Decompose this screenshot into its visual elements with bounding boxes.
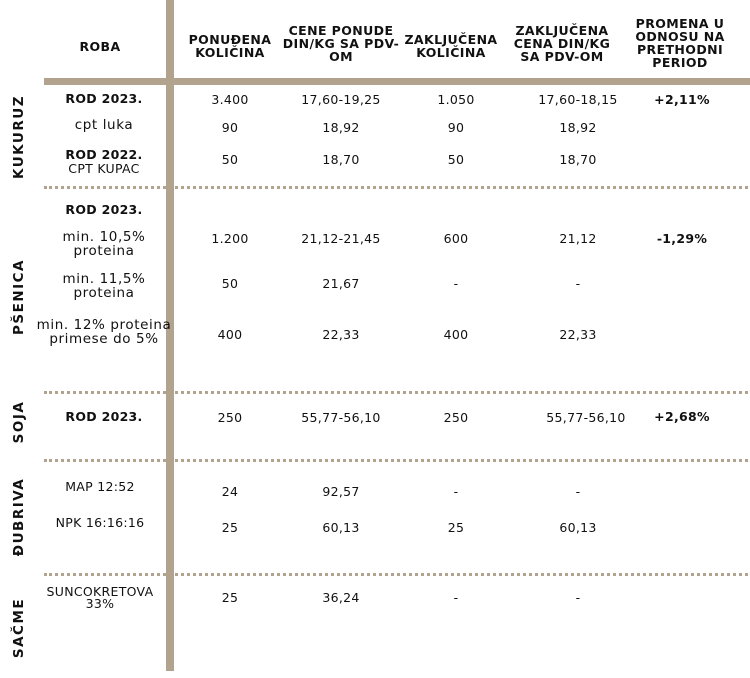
cell-zakljucena-cena: 21,12 — [559, 231, 597, 246]
dotted-separator — [44, 186, 748, 189]
cell-zakljucena-cena: - — [575, 590, 581, 605]
dotted-separator — [44, 573, 748, 576]
cell-zakljucena-kolicina: 250 — [443, 410, 469, 425]
cell-cene: 92,57 — [322, 484, 360, 499]
header-cene-ponude: CENE PONUDE DIN/KG SA PDV-OM — [282, 23, 400, 64]
row-label: SUNCOKRETOVA 33% — [46, 584, 154, 611]
cell-ponudjena: 90 — [221, 120, 239, 135]
row-label: ROD 2023. — [65, 409, 143, 424]
cell-zakljucena-cena: 60,13 — [559, 520, 597, 535]
row-label: min. 12% proteina primese do 5% — [36, 317, 172, 347]
cell-promena: -1,29% — [656, 231, 708, 246]
cell-ponudjena: 1.200 — [211, 231, 249, 246]
cell-cene: 60,13 — [322, 520, 360, 535]
cell-cene: 18,92 — [322, 120, 360, 135]
cell-zakljucena-kolicina: 400 — [443, 327, 469, 342]
cell-zakljucena-kolicina: - — [453, 484, 459, 499]
cell-cene: 36,24 — [322, 590, 360, 605]
group-label-sacme: SAČME — [11, 597, 27, 659]
cell-ponudjena: 50 — [221, 152, 239, 167]
header-ponudjena-kolicina: PONUĐENA KOLIČINA — [188, 32, 272, 60]
cell-zakljucena-cena: 55,77-56,10 — [546, 410, 626, 425]
cell-cene: 22,33 — [322, 327, 360, 342]
cell-ponudjena: 25 — [221, 520, 239, 535]
cell-zakljucena-kolicina: - — [453, 590, 459, 605]
cell-promena: +2,11% — [654, 92, 710, 107]
cell-zakljucena-cena: 17,60-18,15 — [538, 92, 618, 107]
cell-zakljucena-kolicina: 90 — [447, 120, 465, 135]
row-label: ROD 2022. — [65, 147, 143, 162]
cell-ponudjena: 250 — [217, 410, 243, 425]
dotted-separator — [44, 391, 748, 394]
cell-zakljucena-kolicina: 600 — [443, 231, 469, 246]
row-label: min. 10,5% proteina — [62, 229, 146, 259]
header-zakljucena-kolicina: ZAKLJUČENA KOLIČINA — [404, 32, 498, 60]
group-label-kukuruz: KUKURUZ — [11, 94, 27, 180]
cell-zakljucena-cena: 22,33 — [559, 327, 597, 342]
cell-zakljucena-kolicina: - — [453, 276, 459, 291]
group-label-djubriva: ĐUBRIVA — [11, 477, 27, 557]
cell-ponudjena: 24 — [221, 484, 239, 499]
cell-cene: 17,60-19,25 — [301, 92, 381, 107]
cell-zakljucena-kolicina: 25 — [447, 520, 465, 535]
header-roba: ROBA — [79, 39, 121, 54]
cell-zakljucena-cena: - — [575, 276, 581, 291]
cell-cene: 55,77-56,10 — [301, 410, 381, 425]
row-label: NPK 16:16:16 — [55, 515, 145, 530]
cell-cene: 21,67 — [322, 276, 360, 291]
cell-zakljucena-cena: 18,70 — [559, 152, 597, 167]
cell-zakljucena-kolicina: 1.050 — [437, 92, 475, 107]
dotted-separator — [44, 459, 748, 462]
header-promena: PROMENA U ODNOSU NA PRETHODNI PERIOD — [635, 16, 725, 70]
cell-ponudjena: 3.400 — [211, 92, 249, 107]
group-label-psenica: PŠENICA — [11, 258, 27, 336]
group-label-soja: SOJA — [11, 400, 27, 444]
row-label: ROD 2023. — [65, 91, 143, 106]
header-divider — [44, 78, 750, 85]
cell-zakljucena-cena: - — [575, 484, 581, 499]
row-label: MAP 12:52 — [65, 479, 135, 494]
cell-promena: +2,68% — [654, 409, 710, 424]
row-label: min. 11,5% proteina — [62, 271, 146, 301]
row-sublabel: CPT KUPAC — [68, 161, 140, 176]
cell-ponudjena: 25 — [221, 590, 239, 605]
cell-zakljucena-kolicina: 50 — [447, 152, 465, 167]
row-label: cpt luka — [74, 117, 134, 133]
cell-cene: 21,12-21,45 — [301, 231, 381, 246]
cell-ponudjena: 50 — [221, 276, 239, 291]
row-label: ROD 2023. — [65, 202, 143, 217]
header-zakljucena-cena: ZAKLJUČENA CENA DIN/KG SA PDV-OM — [513, 23, 611, 64]
cell-ponudjena: 400 — [217, 327, 243, 342]
cell-cene: 18,70 — [322, 152, 360, 167]
cell-zakljucena-cena: 18,92 — [559, 120, 597, 135]
